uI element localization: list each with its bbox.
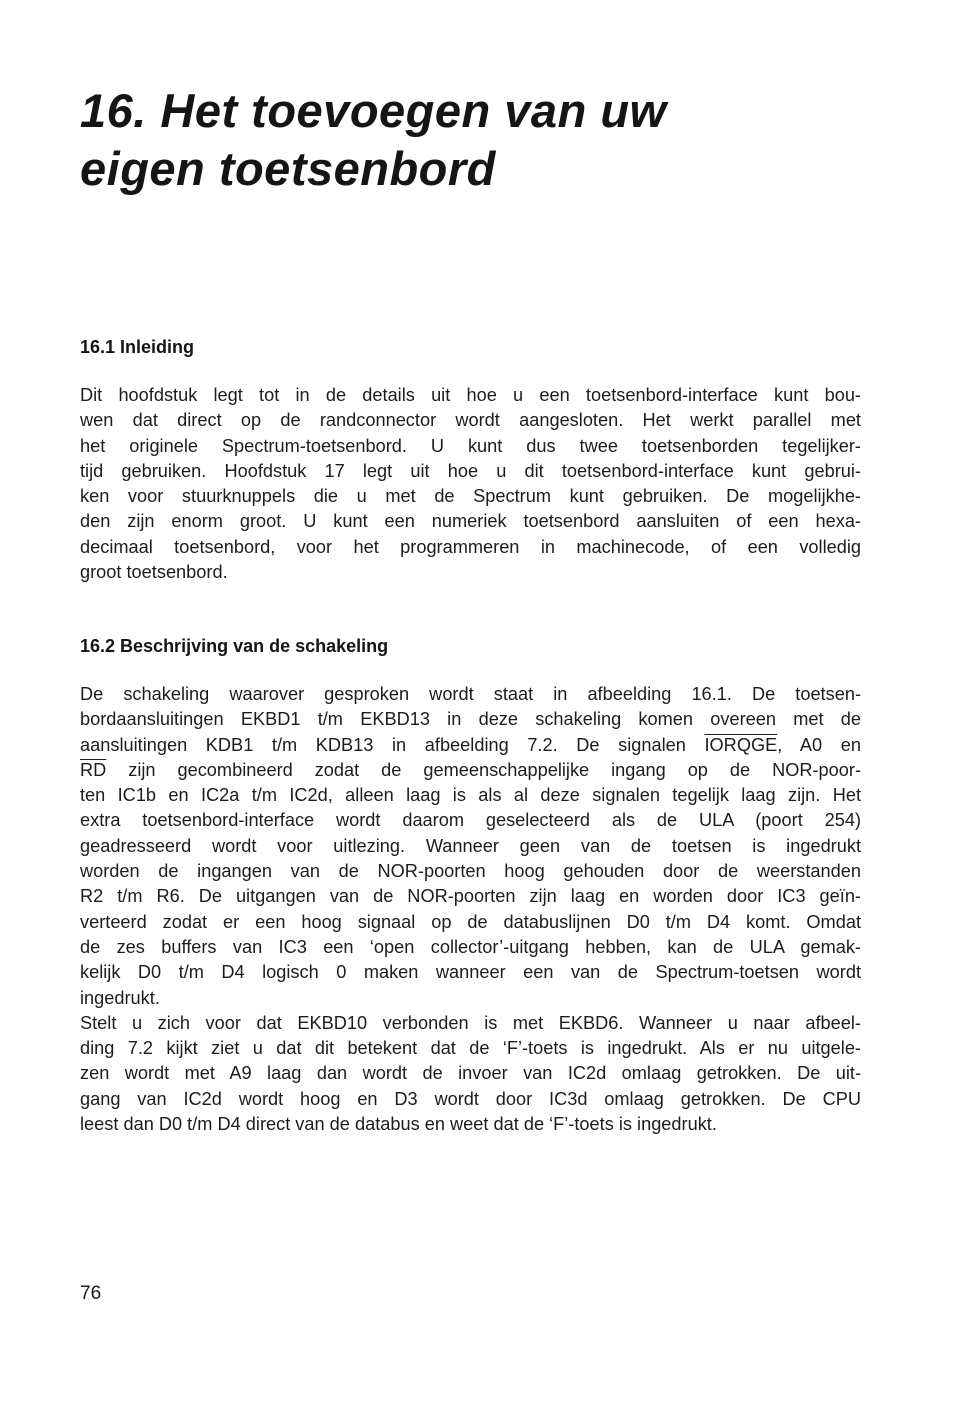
rd-signal: $\overline{RD}$ — [80, 759, 107, 780]
text-line: kelijk D0 t/m D4 logisch 0 maken wanneer een van de Spectrum-toetsen wordt — [80, 962, 861, 983]
section-heading-beschrijving: 16.2 Beschrijving van de schakeling — [80, 636, 389, 656]
text-line: ding 7.2 kijkt ziet u dat dit betekent dat de ‘F’-toets is ingedrukt. Als er nu uitgele- — [80, 1038, 861, 1059]
text-line: R2 t/m R6. De uitgangen van de NOR-poorten zijn laag en worden door IC3 geïn- — [80, 886, 861, 907]
text-fragment: aansluitingen KDB1 t/m KDB13 in afbeelding 7.2. De signalen — [80, 734, 705, 755]
text-line: verteerd zodat er een hoog signaal op de databuslijnen D0 t/m D4 komt. Omdat — [80, 911, 861, 932]
text-line: worden de ingangen van de NOR-poorten hoog gehouden door de weerstanden — [80, 861, 861, 882]
text-line: tijd gebruiken. Hoofdstuk 17 legt uit hoe u dit toetsenbord-interface kunt gebrui- — [80, 460, 861, 481]
text-line — [80, 758, 861, 783]
text-line: wen dat direct op de randconnector wordt aangesloten. Het werkt parallel met — [80, 410, 861, 431]
text-fragment: , A0 en — [777, 734, 861, 755]
text-fragment: zijn gecombineerd zodat de gemeenschappelijke ingang op de NOR-poor- — [106, 759, 861, 780]
text-line: extra toetsenbord-interface wordt daarom geselecteerd als de ULA (poort 254) — [80, 810, 861, 831]
text-line: Dit hoofdstuk legt tot in de details uit hoe u een toetsenbord-interface kunt bou- — [80, 385, 861, 405]
page-number: 76 — [80, 1283, 102, 1304]
chapter-title-line: 16. Het toevoegen van uw — [80, 84, 667, 137]
paragraph-inleiding — [80, 383, 861, 585]
text-line: zen wordt met A9 laag dan wordt de invoer van IC2d omlaag getrokken. De uit- — [80, 1063, 861, 1084]
text-line: ten IC1b en IC2a t/m IC2d, alleen laag is als al deze signalen tegelijk laag zijn. Het — [80, 785, 861, 806]
text-line: groot toetsenbord. — [80, 562, 228, 583]
section-heading-inleiding: 16.1 Inleiding — [80, 337, 195, 357]
text-line: den zijn enorm groot. U kunt een numeriek toetsenbord aansluiten of een hexa- — [80, 511, 861, 532]
text-line: Stelt u zich voor dat EKBD10 verbonden is met EKBD6. Wanneer u naar afbeel- — [80, 1012, 861, 1033]
chapter-title-line: eigen toetsenbord — [80, 142, 496, 195]
paragraph-beschrijving — [80, 682, 861, 1137]
iorqge-signal: IORQGE — [704, 734, 778, 755]
text-line: geadresseerd wordt voor uitlezing. Wanneer geen van de toetsen is ingedrukt — [80, 835, 861, 856]
text-line: de zes buffers van IC3 een ‘open collector’-uitgang hebben, kan de ULA gemak- — [80, 936, 861, 957]
text-line: leest dan D0 t/m D4 direct van de databus en weet dat de ‘F’-toets is ingedrukt. — [80, 1114, 717, 1135]
text-line: De schakeling waarover gesproken wordt staat in afbeelding 16.1. De toetsen- — [80, 684, 861, 704]
text-line: ken voor stuurknuppels die u met de Spectrum kunt gebruiken. De mogelijkhe- — [80, 486, 861, 507]
text-line: decimaal toetsenbord, voor het programmeren in machinecode, of een volledig — [80, 536, 861, 557]
text-line: gang van IC2d wordt hoog en D3 wordt door IC3d omlaag getrokken. De CPU — [80, 1088, 861, 1109]
text-line — [80, 733, 861, 758]
chapter-title — [80, 82, 667, 198]
text-line: het originele Spectrum-toetsenbord. U kunt dus twee toetsenborden tegelijker- — [80, 435, 861, 456]
text-line: ingedrukt. — [80, 987, 160, 1008]
text-line: bordaansluitingen EKBD1 t/m EKBD13 in deze schakeling komen overeen met de — [80, 709, 861, 730]
